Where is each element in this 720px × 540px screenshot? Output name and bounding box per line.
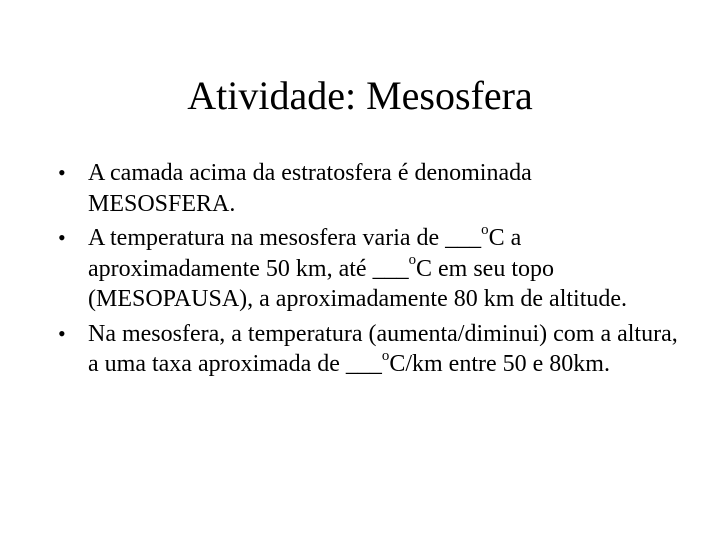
bullet-list [58, 158, 678, 384]
bullet-text-segment: Na mesosfera, a temperatura (aumenta/diminui) com a altura, a uma taxa aproximada de ___ [88, 320, 678, 377]
bullet-marker: • [58, 225, 66, 250]
bullet-text [88, 223, 678, 315]
degree-superscript: o [481, 221, 489, 238]
bullet-text-segment: C/km entre 50 e 80km. [389, 351, 610, 377]
bullet-text [88, 319, 678, 380]
bullet-item-3 [58, 319, 678, 380]
bullet-marker: • [58, 320, 66, 346]
degree-superscript: o [408, 252, 417, 269]
degree-superscript: o [381, 347, 390, 364]
bullet-marker: • [58, 160, 66, 185]
bullet-text-segment: A camada acima da estratosfera é denominada MESOSFERA. [88, 160, 532, 217]
slide-title: Atividade: Mesosfera [187, 73, 533, 118]
bullet-text-segment: C em seu topo (MESOPAUSA), a aproximadamente 80 km de altitude. [88, 255, 628, 312]
bullet-item-2 [58, 223, 678, 315]
bullet-text-segment: A temperatura na mesosfera varia de ___ [88, 225, 482, 251]
bullet-text [88, 158, 678, 219]
bullet-text-segment: C a aproximadamente 50 km, até ___ [88, 225, 522, 282]
bullet-item-1 [58, 158, 678, 219]
